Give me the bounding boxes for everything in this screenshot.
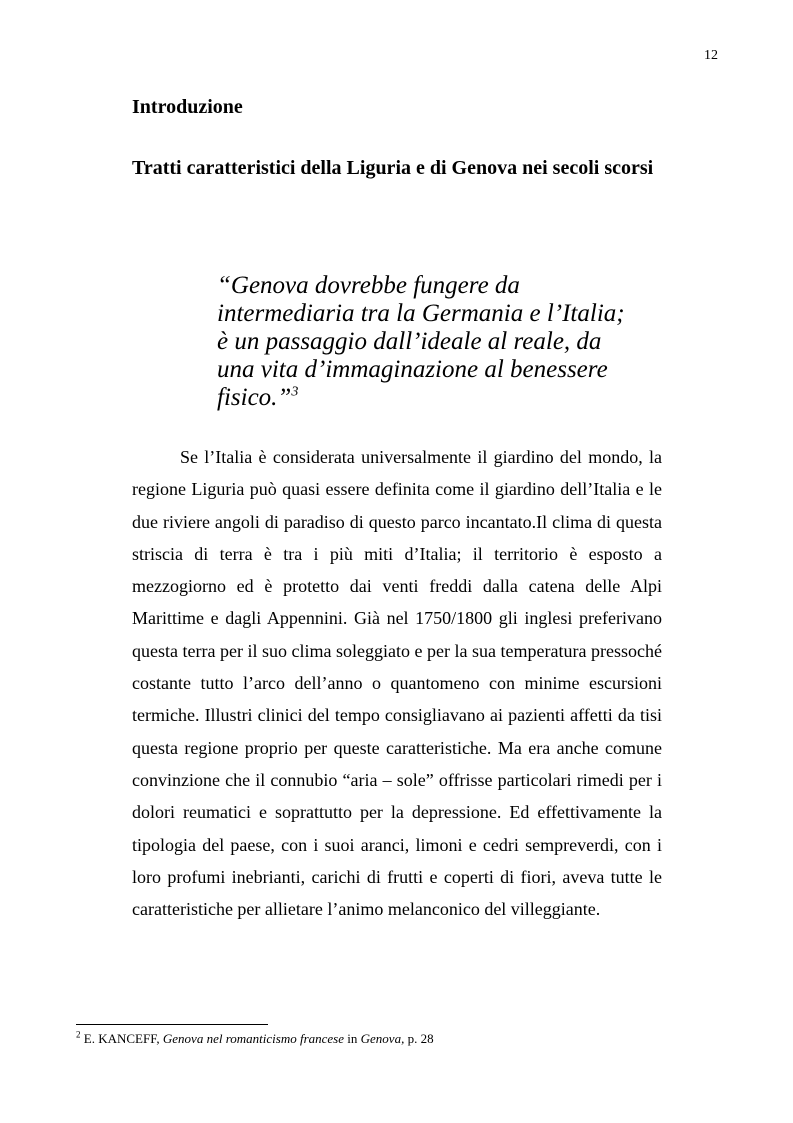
page-number: 12 — [704, 48, 718, 63]
footnote-marker: 2 — [76, 1029, 81, 1040]
footnote-title: Genova nel romanticismo francese — [162, 1031, 345, 1046]
footnote-connector: in — [347, 1031, 358, 1046]
body-paragraph: Se l’Italia è considerata universalmente il giardino del mondo, la regione Liguria può quasi essere definita come il giardino dell’Italia e le due riviere angoli di paradiso di questo parco incantato.Il clima di questa striscia di terra è tra i più miti d’Italia; il territorio è esposto a mezzogiorno ed è protetto dai venti freddi dalla catena delle Alpi Marittime e dagli Appennini. Già nel 1750/1800 gli inglesi preferivano questa terra per il suo clima soleggiato e per la sua temperatura pressoché costante tutto l’arco dell’anno o quantomeno con minime escursioni termiche. Illustri clinici del tempo consigliavano ai pazienti affetti da tisi questa regione proprio per queste caratteristiche. Ma era anche comune convinzione che il connubio “aria – sole” offrisse particolari rimedi per i dolori reumatici e soprattutto per la depressione. Ed effettivamente la tipologia del paese, con i suoi aranci, limoni e cedri sempreverdi, con i loro profumi inebrianti, carichi di frutti e coperti di fiori, aveva tutte le caratteristiche per allietare l’animo melanconico del villeggiante. — [132, 447, 662, 920]
quote-text: “Genova dovrebbe fungere da intermediaria tra la Germania e l’Italia; è un passaggio dall’ideale al reale, da una vita d’immaginazione al benessere fisico.” — [217, 272, 625, 411]
section-title: Tratti caratteristici della Liguria e di Genova nei secoli scorsi — [132, 157, 654, 179]
footnote — [76, 1031, 434, 1047]
epigraph-quote — [217, 272, 637, 412]
chapter-heading: Introduzione — [132, 96, 243, 118]
footnote-author: E. KANCEFF, — [83, 1031, 160, 1046]
footnote-divider — [76, 1024, 268, 1025]
quote-footnote-ref: 3 — [291, 384, 299, 400]
footnote-page-ref: p. 28 — [407, 1031, 434, 1046]
footnote-source: Genova, — [360, 1031, 405, 1046]
